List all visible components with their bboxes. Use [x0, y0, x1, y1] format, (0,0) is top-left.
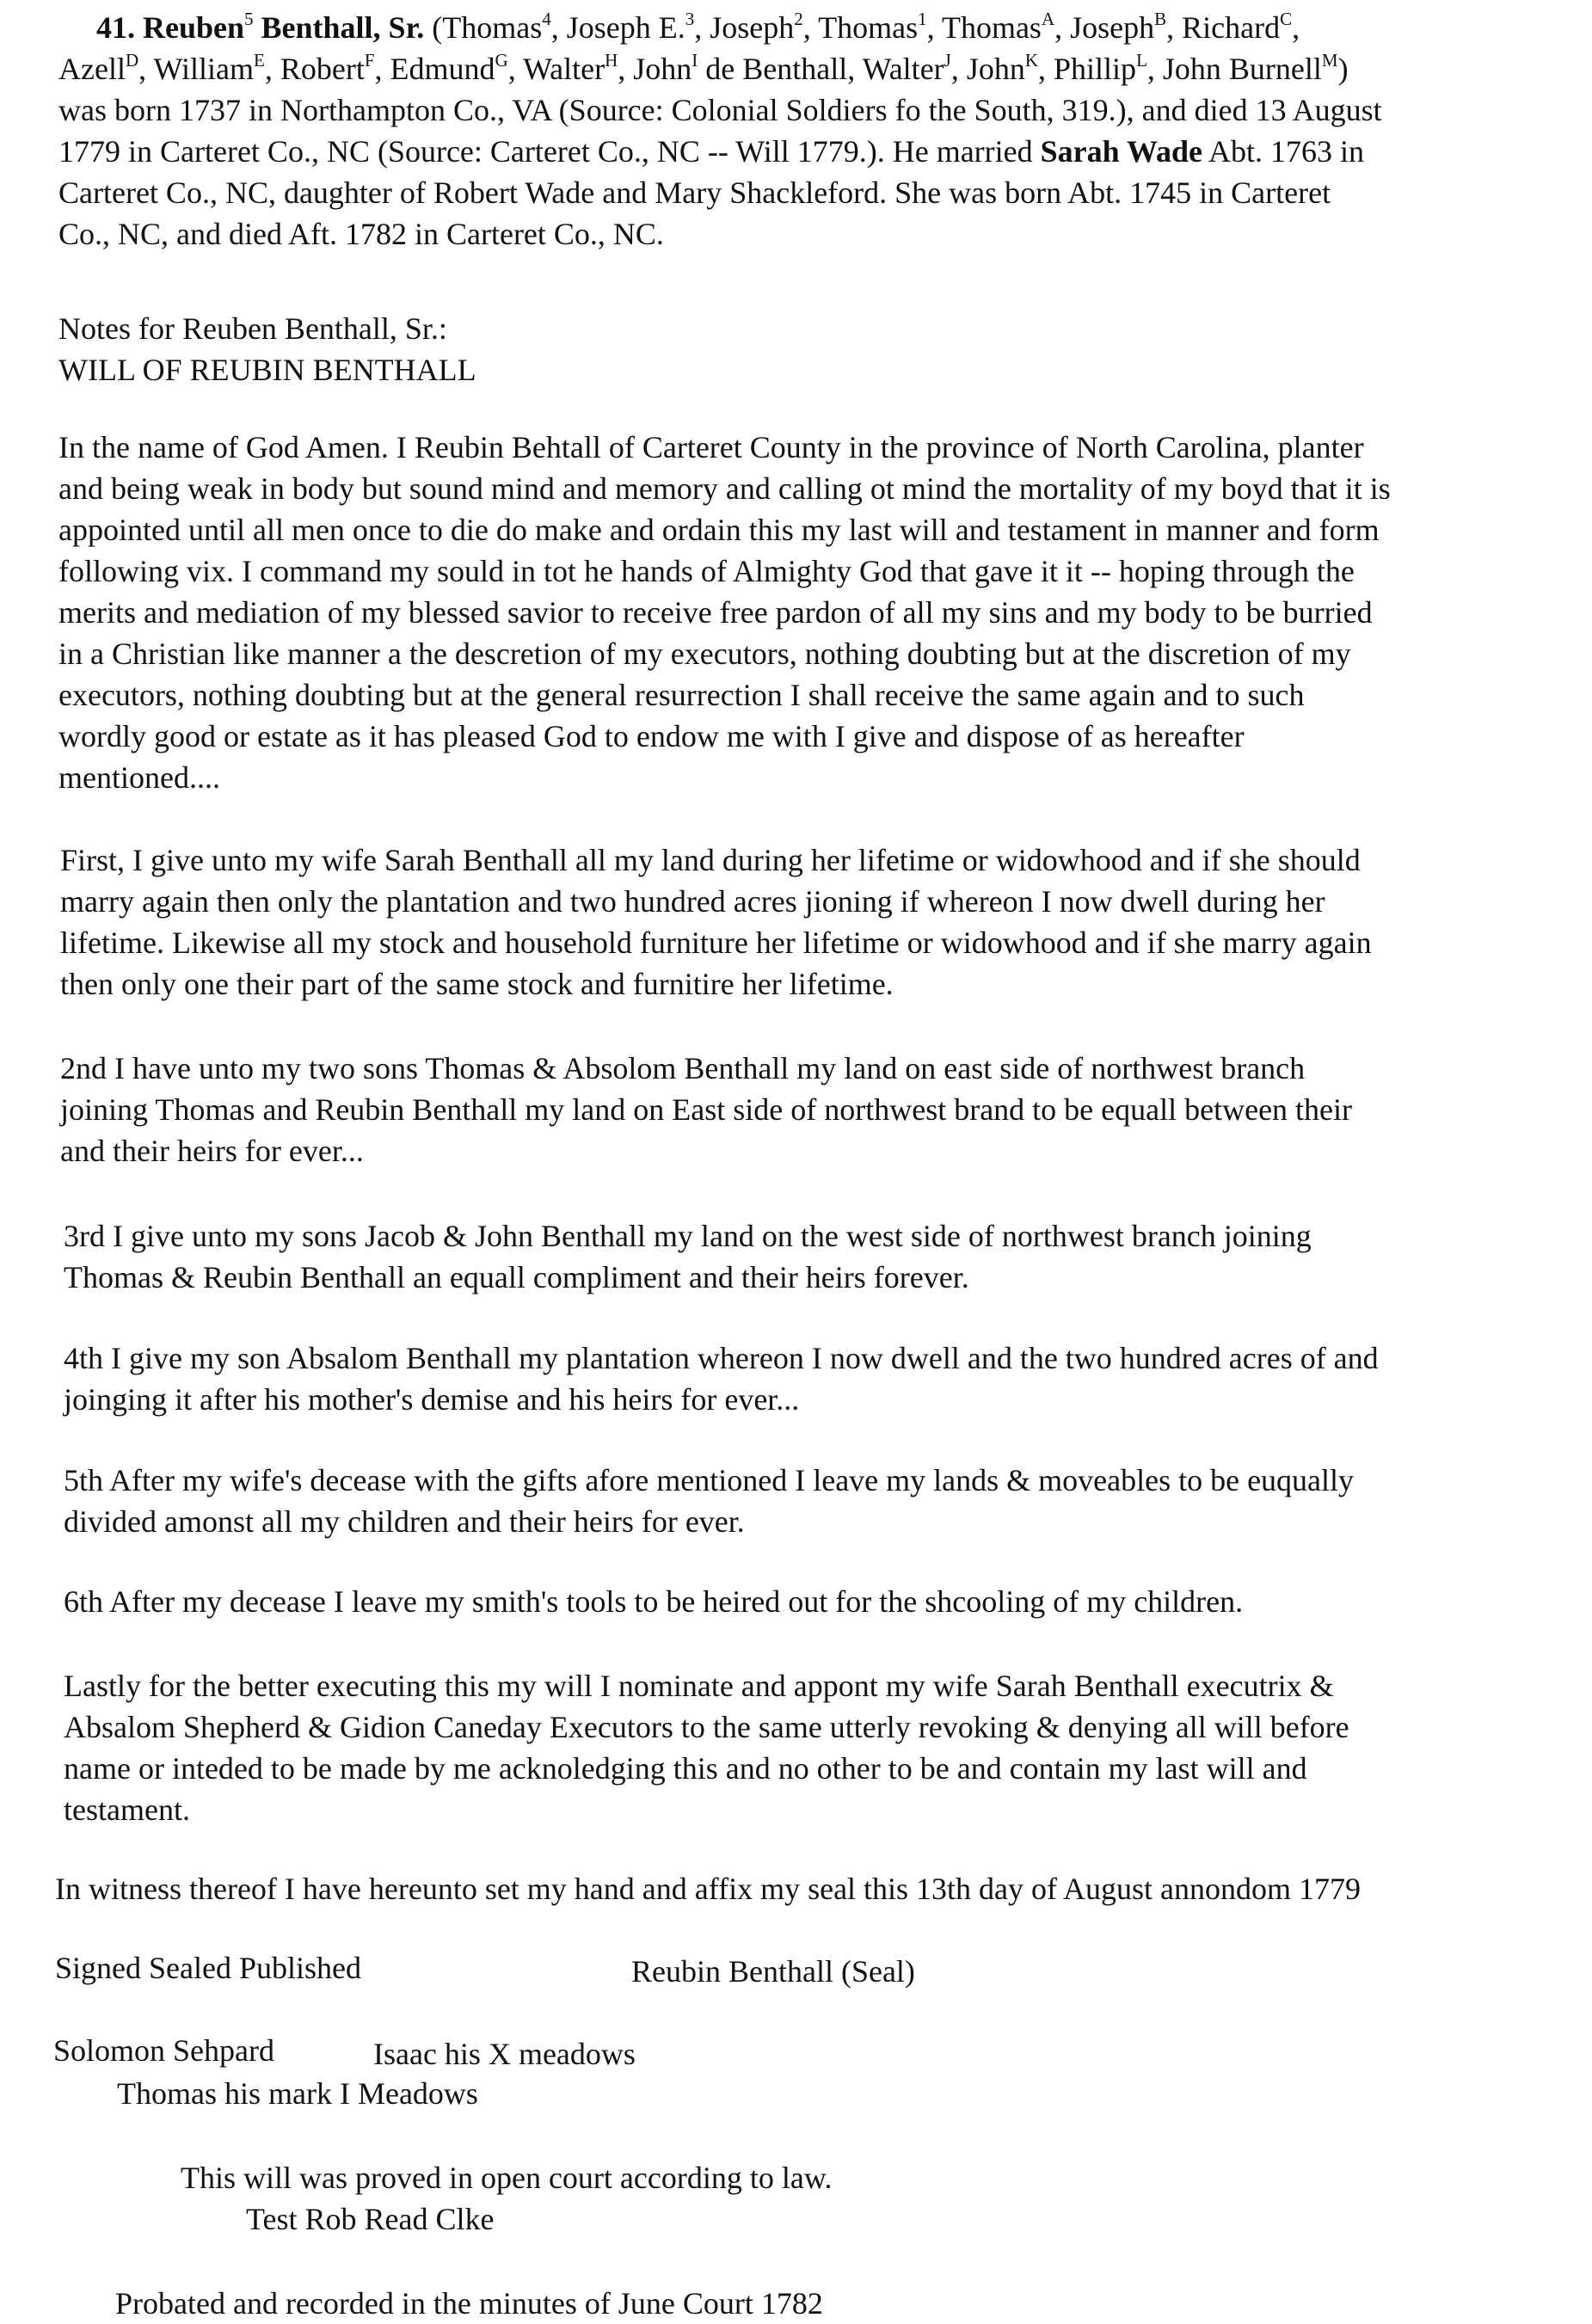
- paragraph-sixth: 6th After my decease I leave my smith's tools to be heired out for the shcooling of my children.: [64, 1584, 1244, 1619]
- de-benthall: de Benthall,: [705, 52, 856, 86]
- witness-3: Thomas his mark I Meadows: [117, 2076, 478, 2111]
- ancestor: Walter$^H$: [523, 50, 618, 86]
- paragraph-second: 2nd I have unto my two sons Thomas & Absolom Benthall my land on east side of northwest branch joining Thomas and Reubin Benthall my land on East side of northwest brand to be equall between their and their heirs for ever...: [60, 1051, 1353, 1168]
- clerk-attestation: Test Rob Read Clke: [246, 2202, 495, 2236]
- ancestor: Joseph$^2$: [710, 9, 803, 45]
- notes-section: [58, 308, 476, 390]
- ancestor: Azell$^D$: [58, 50, 139, 86]
- ancestor: William$^E$: [153, 50, 265, 86]
- notes-heading: Notes for Reuben Benthall, Sr.:: [58, 311, 447, 346]
- entry-surname: Benthall, Sr.: [261, 10, 425, 45]
- ancestor: John$^K$: [966, 50, 1039, 86]
- ancestor: Walter$^J$: [862, 50, 951, 86]
- paragraph-lastly: Lastly for the better executing this my will I nominate and appont my wife Sarah Benthall executrix & Absalom Shepherd & Gidion Caneday Executors to the same utterly revoking & denying all will before name or inteded to be made by me acknoledging this and no other to be and contain my last will and testament.: [64, 1669, 1349, 1827]
- entry-name: Reuben: [143, 10, 245, 45]
- paragraph-third: 3rd I give unto my sons Jacob & John Benthall my land on the west side of northwest branch joining Thomas & Reubin Benthall an equall compliment and their heirs forever.: [64, 1219, 1312, 1294]
- ancestor: Thomas$^A$: [941, 9, 1055, 45]
- header-line-1: 41. Reuben$^5$ Benthall, Sr. (Thomas$^4$, Joseph E.$^3$, Joseph$^2$, Thomas$^1$, Thomas$^A$, Joseph$^B$, Richard$^C$,: [96, 9, 1300, 45]
- ancestor: Edmund$^G$: [390, 50, 508, 86]
- paragraph-intro: In the name of God Amen. I Reubin Behtall of Carteret County in the province of North Carolina, planter and being weak in body but sound mind and memory and calling ot mind the mortality of my boyd that it is appointed until all men once to die do make and ordain this my last will and testament in manner and form following vix. I command my sould in tot he hands of Almighty God that gave it it -- hoping through the merits and mediation of my blessed savior to receive free pardon of all my sins and my body to be burried in a Christian like manner a the descretion of my executors, nothing doubting but at the discretion of my executors, nothing doubting but at the general resurrection I shall receive the same again and to such wordly good or estate as it has pleased God to endow me with I give and dispose of as hereafter mentioned....: [58, 430, 1391, 795]
- ancestor: Phillip$^L$: [1054, 50, 1147, 86]
- header-line-3: was born 1737 in Northampton Co., VA (Source: Colonial Soldiers fo the South, 319.), and died 13 August: [58, 93, 1382, 127]
- ancestor: Richard$^C$: [1182, 9, 1293, 45]
- ancestor: John Burnell$^M$: [1162, 50, 1338, 86]
- generation-number: 5: [244, 9, 254, 29]
- probate-note: Probated and recorded in the minutes of June Court 1782: [115, 2286, 823, 2321]
- ancestor: Joseph E.$^3$: [566, 9, 695, 45]
- witness-2: Isaac his X meadows: [373, 2037, 636, 2071]
- ancestor: John$^I$: [633, 50, 698, 86]
- testator-signature: Reubin Benthall (Seal): [631, 1954, 915, 1989]
- proved-statement: This will was proved in open court according to law.: [181, 2161, 833, 2195]
- spouse-name: Sarah Wade: [1040, 134, 1203, 169]
- entry-header: [58, 7, 1382, 255]
- will-title: WILL OF REUBIN BENTHALL: [58, 353, 476, 387]
- ancestor: Joseph$^B$: [1070, 9, 1167, 45]
- header-line-6: Co., NC, and died Aft. 1782 in Carteret Co., NC.: [58, 217, 664, 251]
- header-line-2: Azell$^D$, William$^E$, Robert$^F$, Edmund$^G$, Walter$^H$, John$^I$ de Benthall, Walter$^J$, John$^K$, Phillip$^L$, John Burnell$^M$): [58, 50, 1349, 86]
- witness-1: Solomon Sehpard: [53, 2033, 274, 2068]
- signed-label: Signed Sealed Published: [55, 1951, 361, 1985]
- ancestor: Robert$^F$: [280, 50, 375, 86]
- ancestor: Thomas$^1$: [818, 9, 927, 45]
- header-line-5: Carteret Co., NC, daughter of Robert Wade and Mary Shackleford. She was born Abt. 1745 in Carteret: [58, 175, 1331, 210]
- paragraph-fourth: 4th I give my son Absalom Benthall my plantation whereon I now dwell and the two hundred acres of and joinging it after his mother's demise and his heirs for ever...: [64, 1341, 1379, 1417]
- paragraph-fifth: 5th After my wife's decease with the gifts afore mentioned I leave my lands & moveables to be euqually divided amonst all my children and their heirs for ever.: [64, 1463, 1355, 1539]
- header-line-4: 1779 in Carteret Co., NC (Source: Carteret Co., NC -- Will 1779.). He married Sarah Wade Abt. 1763 in: [58, 134, 1365, 169]
- entry-number: 41.: [96, 10, 135, 45]
- witness-statement: In witness thereof I have hereunto set my hand and affix my seal this 13th day of August annondom 1779: [55, 1872, 1361, 1906]
- ancestor: Thomas$^4$: [442, 9, 551, 45]
- paragraph-first: First, I give unto my wife Sarah Benthall all my land during her lifetime or widowhood and if she should marry again then only the plantation and two hundred acres jioning if whereon I now dwell during her lifetime. Likewise all my stock and household furniture her lifetime or widowhood and if she marry again then only one their part of the same stock and furnitire her lifetime.: [60, 843, 1372, 1001]
